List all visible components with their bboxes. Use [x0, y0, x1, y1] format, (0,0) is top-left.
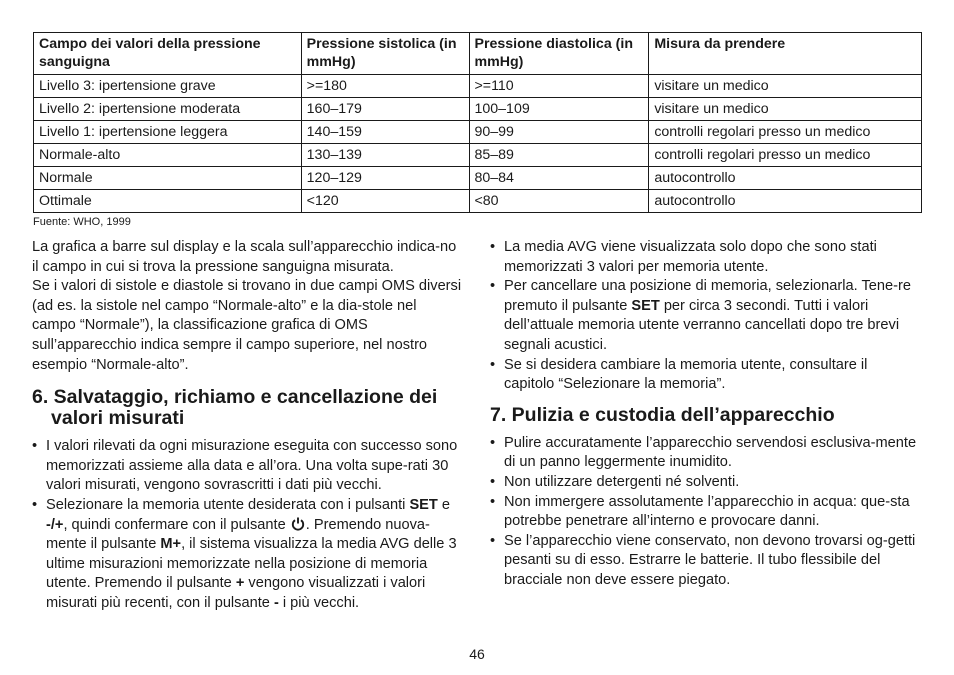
set-key-label: SET — [409, 496, 438, 513]
list-item — [490, 532, 920, 591]
list-item-text: per circa 3 secondi. Tutti i valori dell’attuale memoria utente verranno cancellati dopo tre brevi segnali acustici. — [504, 297, 900, 353]
table-cell: controlli regolari presso un medico — [649, 144, 922, 167]
table-cell: Livello 3: ipertensione grave — [34, 75, 302, 98]
list-item-text: Se l’apparecchio viene conservato, non devono trovarsi og-getti pesanti su di esso. Estrarre le batterie. Il tubo flessibile del bracciale non deve essere piegato. — [504, 532, 916, 588]
list-item-text: e — [437, 496, 450, 513]
table-cell: <120 — [301, 190, 469, 213]
list-item-text: Pulire accuratamente l’apparecchio servendosi esclusiva-mente di un panno leggermente inumidito. — [504, 434, 917, 471]
section-7-list — [490, 434, 920, 591]
intro-paragraph-1: La grafica a barre sul display e la scala sull’apparecchio indica-no il campo in cui si trova la pressione sanguigna misurata. — [32, 239, 457, 275]
table-cell: Normale — [34, 167, 302, 190]
table-cell: 80–84 — [469, 167, 649, 190]
table-cell: 90–99 — [469, 121, 649, 144]
table-cell: Ottimale — [34, 190, 302, 213]
source-note: Fuente: WHO, 1999 — [33, 216, 131, 228]
table-cell: Livello 2: ipertensione moderata — [34, 98, 302, 121]
minus-key-label: - — [273, 594, 279, 611]
table-cell: Normale-alto — [34, 144, 302, 167]
list-item — [32, 496, 462, 614]
table-cell: 160–179 — [301, 98, 469, 121]
list-item — [490, 473, 920, 493]
section-6-title: 6. Salvataggio, richiamo e cancellazione dei valori misurati — [32, 386, 438, 430]
list-item-text: La media AVG viene visualizzata solo dopo che sono stati memorizzati 3 valori per memoria utente. — [504, 239, 877, 275]
table-row — [34, 75, 922, 98]
list-item — [32, 437, 462, 496]
header-range: Campo dei valori della pressione sanguigna — [34, 33, 302, 75]
list-item — [490, 238, 920, 277]
list-item — [490, 493, 920, 532]
intro-paragraph-2: Se i valori di sistole e diastole si trovano in due campi OMS diversi (ad es. la sistole nel campo “Normale-alto” e la dia-stole nel campo “Normale”), la classificazione grafica di OMS sull’apparecchio indica sempre il campo superiore, nel nostro esempio “Normale-alto”. — [32, 278, 462, 373]
table-row — [34, 98, 922, 121]
table-cell: controlli regolari presso un medico — [649, 121, 922, 144]
power-icon — [290, 517, 306, 531]
section-6-list — [32, 437, 462, 613]
list-item-text: , quindi confermare con il pulsante — [63, 516, 290, 533]
minus-plus-key-label: -/+ — [46, 516, 64, 533]
table-cell: 120–129 — [301, 167, 469, 190]
list-item-text: i più vecchi. — [278, 594, 360, 611]
list-item-text: , il sistema visualizza la media AVG delle 3 ultime misurazioni memorizzate nella posizione di memoria utente. Premendo il pulsante — [46, 536, 457, 592]
list-item-text: Selezionare la memoria utente desiderata con i pulsanti — [46, 496, 410, 513]
page-number: 46 — [469, 646, 485, 662]
right-column — [490, 238, 920, 591]
list-item-text: Non immergere assolutamente l’apparecchio in acqua: que-sta potrebbe penetrare all’interno e provocare danni. — [504, 493, 910, 530]
table-cell: 85–89 — [469, 144, 649, 167]
plus-key-label: + — [235, 575, 245, 592]
table-row — [34, 121, 922, 144]
table-cell: 100–109 — [469, 98, 649, 121]
header-systolic: Pressione sistolica (in mmHg) — [301, 33, 469, 75]
table-cell: 130–139 — [301, 144, 469, 167]
table-header-row — [34, 33, 922, 75]
list-item-text: I valori rilevati da ogni misurazione eseguita con successo sono memorizzati assieme alla data e all’ora. Una volta supe-rati 30 valori misurati, vengono sovrascritti i dati più vecchi. — [46, 438, 458, 494]
list-item-text: vengono visualizzati i valori misurati più recenti, con il pulsante — [46, 575, 426, 611]
blood-pressure-table — [33, 32, 922, 213]
table-cell: >=110 — [469, 75, 649, 98]
table-cell: autocontrollo — [649, 190, 922, 213]
memory-notes-list — [490, 238, 920, 395]
header-action: Misura da prendere — [649, 33, 922, 75]
table-cell: >=180 — [301, 75, 469, 98]
list-item-text: Se si desidera cambiare la memoria utente, consultare il capitolo “Selezionare la memoria”. — [504, 356, 868, 393]
table-cell: visitare un medico — [649, 75, 922, 98]
list-item — [490, 434, 920, 473]
table-cell: autocontrollo — [649, 167, 922, 190]
list-item-text: Per cancellare una posizione di memoria, selezionarla. Tene-re premuto il pulsante — [504, 278, 911, 314]
list-item — [490, 277, 920, 355]
table-cell: visitare un medico — [649, 98, 922, 121]
section-7-title: 7. Pulizia e custodia dell’apparecchio — [490, 403, 835, 426]
list-item-text: Non utilizzare detergenti né solventi. — [504, 473, 740, 490]
set-key-label: SET — [631, 297, 660, 314]
table-row — [34, 167, 922, 190]
table-cell: <80 — [469, 190, 649, 213]
m-plus-key-label: M+ — [160, 536, 182, 553]
header-diastolic: Pressione diastolica (in mmHg) — [469, 33, 649, 75]
table-cell: Livello 1: ipertensione leggera — [34, 121, 302, 144]
table-cell: 140–159 — [301, 121, 469, 144]
left-column — [32, 238, 462, 614]
list-item-text: . Premendo nuova-mente il pulsante — [46, 516, 430, 553]
table-row — [34, 144, 922, 167]
table-row — [34, 190, 922, 213]
list-item — [490, 356, 920, 395]
